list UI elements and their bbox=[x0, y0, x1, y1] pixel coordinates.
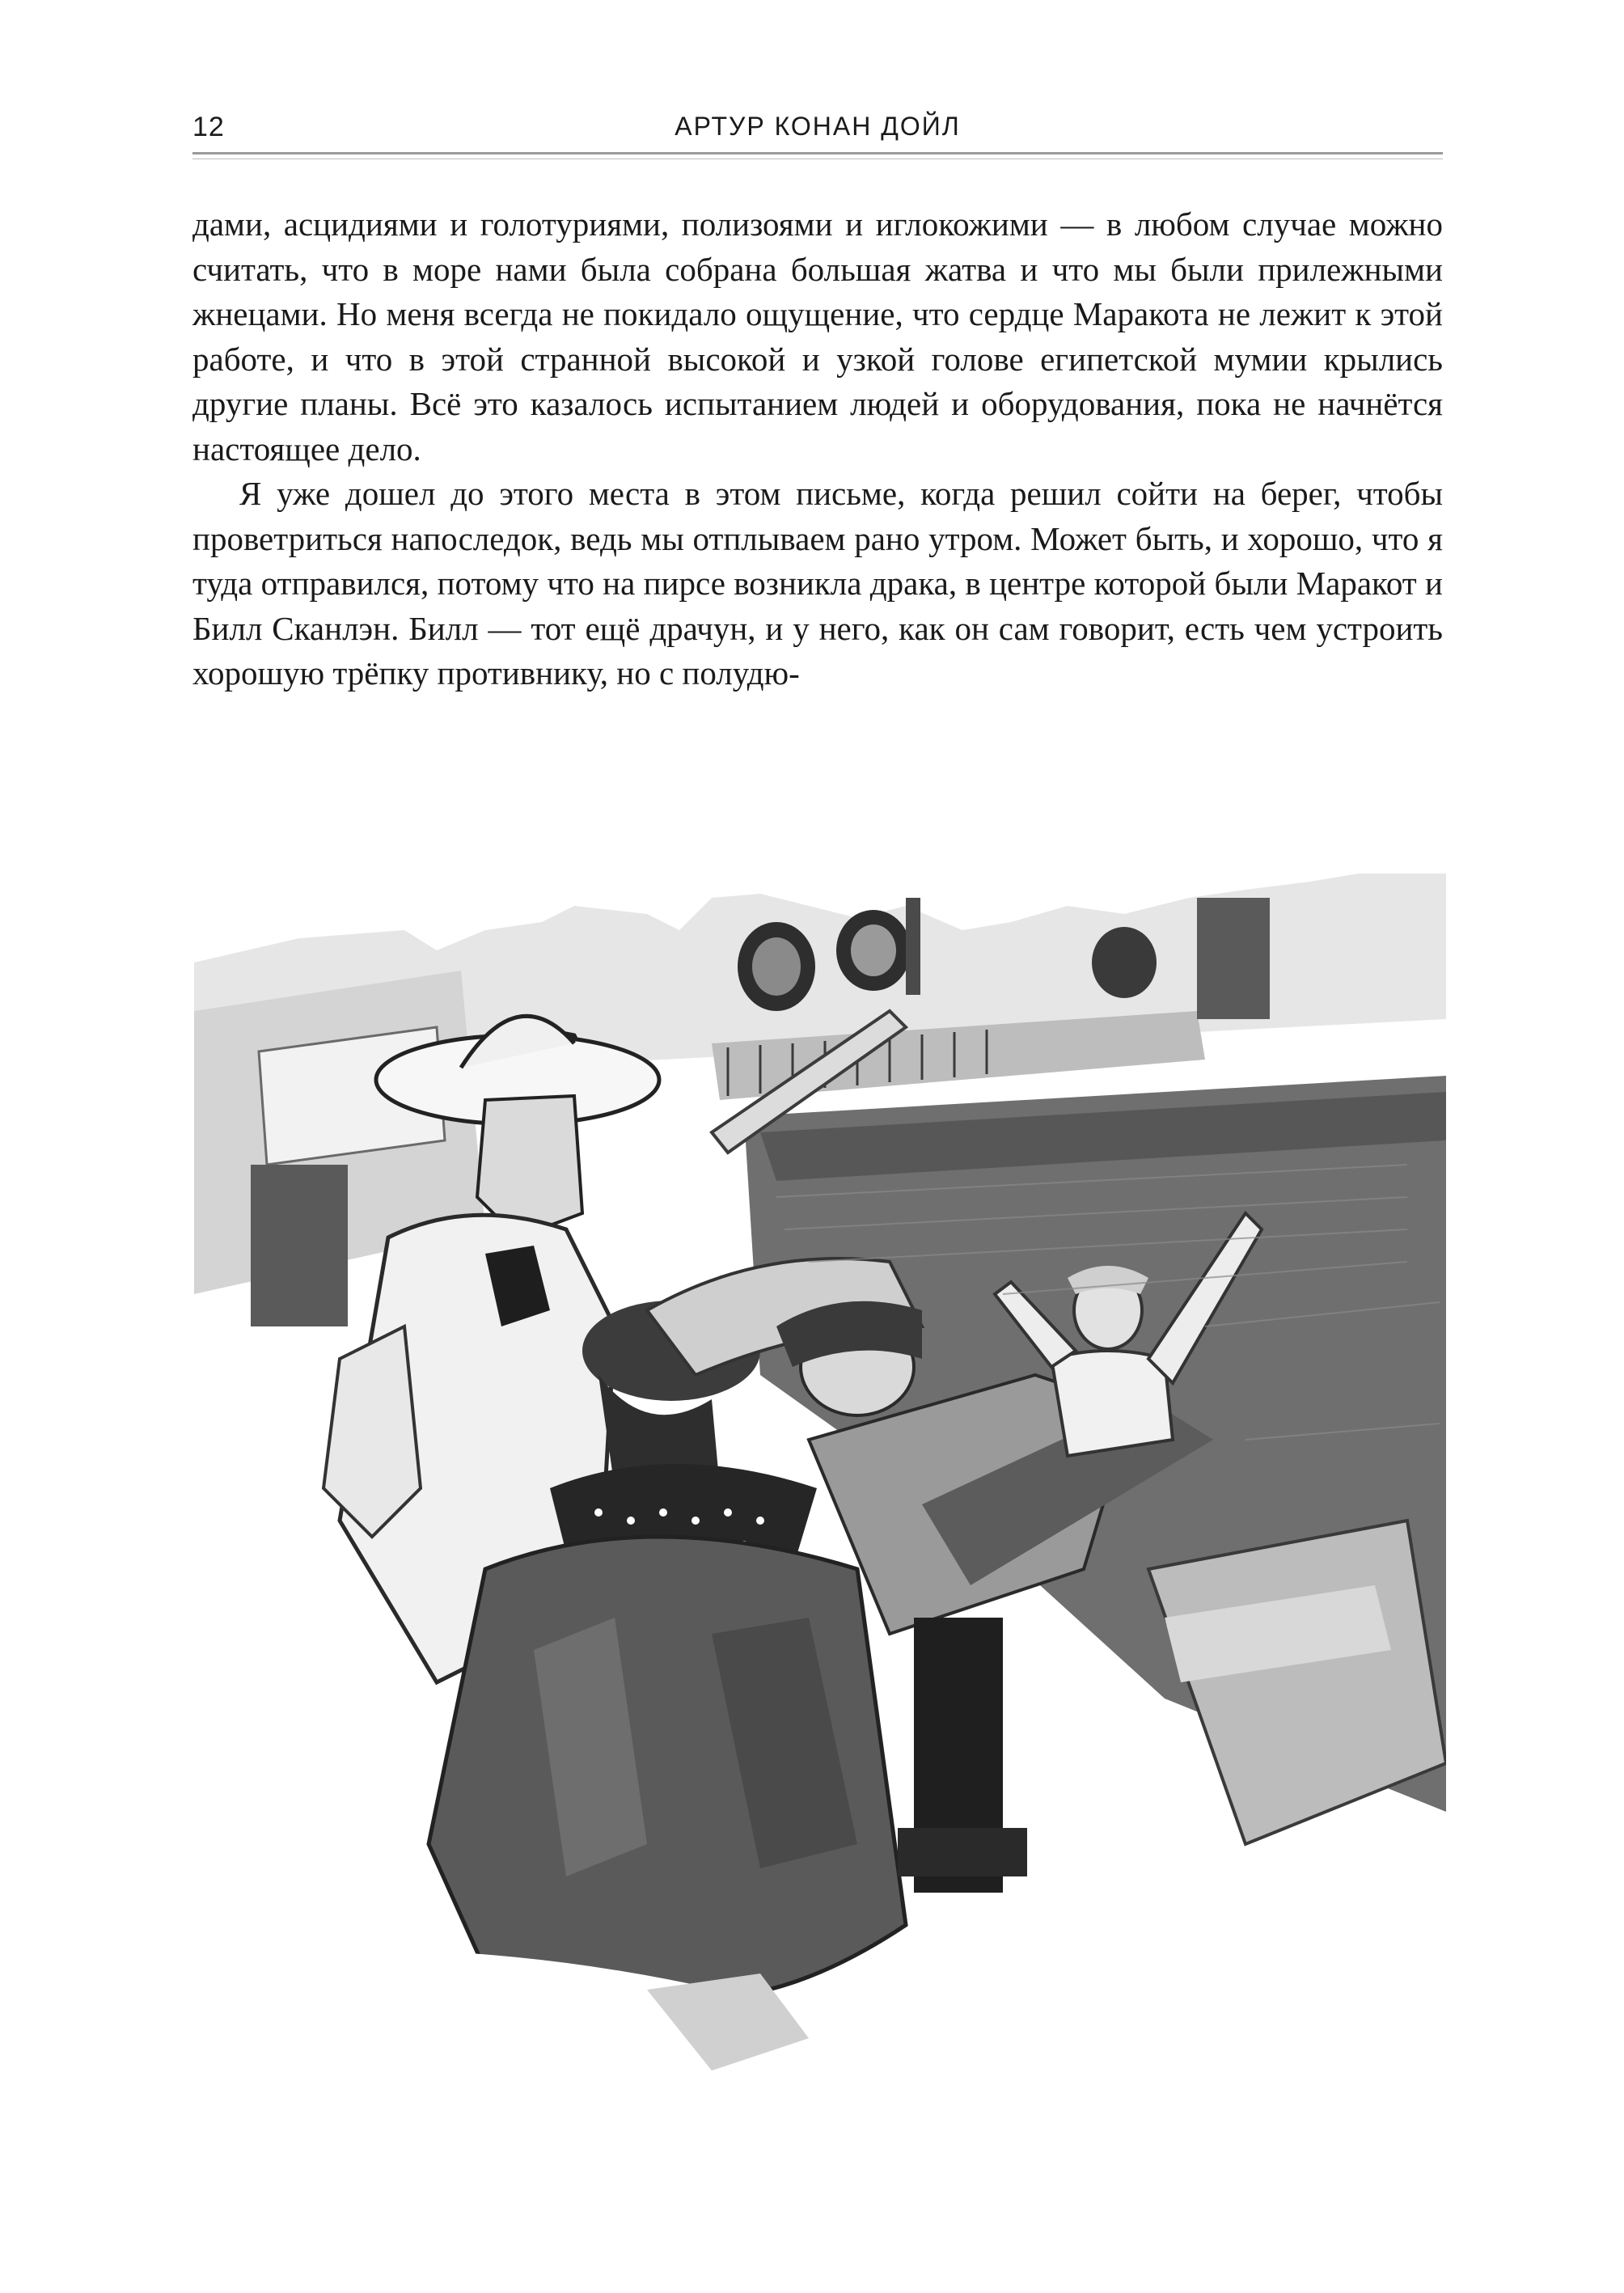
body-text bbox=[192, 202, 1443, 696]
paragraph-2: Я уже дошел до этого места в этом письме, когда решил сойти на берег, чтобы проветриться напоследок, ведь мы отплываем рано утром. Может быть, и хорошо, что я туда отправился, потому что на пирсе возникла драка, в центре которой были Маракот и Билл Сканлэн. Билл — тот ещё драчун, и у него, как он сам говорит, есть чем устроить хорошую трёпку противнику, но с полудю- bbox=[192, 475, 1443, 692]
running-head bbox=[192, 104, 1443, 154]
running-head-author: АРТУР КОНАН ДОЙЛ bbox=[675, 112, 961, 141]
page-number: 12 bbox=[192, 112, 225, 142]
illustration-sketch bbox=[194, 874, 1446, 2119]
paragraph-1: дами, асцидиями и голотуриями, полизоями и иглокожими — в любом случае можно считать, что в море нами была собрана большая жатва и что мы были прилежными жнецами. Но меня всегда не покидало ощущение, что сердце Маракота не лежит к этой работе, и что в этой странной высокой и узкой голове египетской мумии крылись другие планы. Всё это казалось испытанием людей и оборудования, пока не начнётся настоящее дело. bbox=[192, 205, 1443, 467]
illustration-pier-fight bbox=[194, 874, 1446, 2119]
